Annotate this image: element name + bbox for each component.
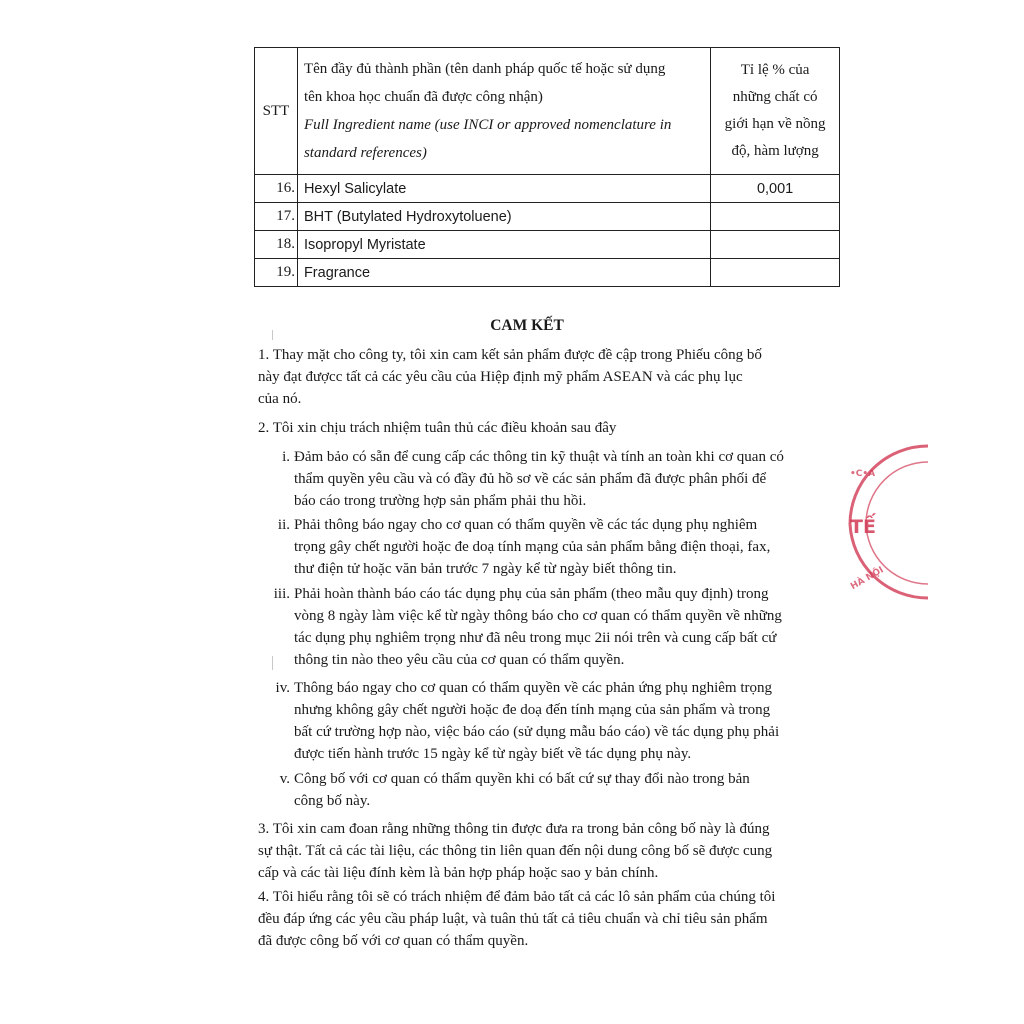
header-pct-line: những chất có xyxy=(732,89,818,105)
table-header-row xyxy=(255,48,840,175)
list-line: Đảm bảo có sẵn để cung cấp các thông tin kỹ thuật và tính an toàn khi cơ quan có xyxy=(294,449,784,465)
row-ingredient: Fragrance xyxy=(297,259,710,287)
row-ingredient: BHT (Butylated Hydroxytoluene) xyxy=(297,203,710,231)
list-line: Phải hoàn thành báo cáo tác dụng phụ của sản phẩm (theo mẫu quy định) trong xyxy=(294,586,769,602)
row-number: 17. xyxy=(255,203,298,231)
list-line: Thông báo ngay cho cơ quan có thẩm quyền về các phản ứng phụ nghiêm trọng xyxy=(294,680,773,696)
list-line: bất cứ trường hợp nào, việc báo cáo (sử dụng mẫu báo cáo) về tác dụng phụ phải xyxy=(294,724,780,740)
list-marker: v. xyxy=(279,771,290,787)
row-percentage xyxy=(711,231,840,259)
list-item xyxy=(264,446,824,516)
list-item-body xyxy=(294,583,782,671)
row-number: 18. xyxy=(255,231,298,259)
row-percentage: 0,001 xyxy=(711,175,840,203)
paragraph-line: 1. Thay mặt cho công ty, tôi xin cam kết sản phẩm được đề cập trong Phiếu công bố xyxy=(258,347,762,363)
list-line: Phải thông báo ngay cho cơ quan có thẩm quyền về các tác dụng phụ nghiêm xyxy=(294,517,758,533)
paragraph-line: của nó. xyxy=(258,391,302,407)
list-item-body xyxy=(294,677,779,765)
paragraph-3 xyxy=(258,818,838,884)
table-row xyxy=(255,203,840,231)
list-line: Công bố với cơ quan có thẩm quyền khi có bất cứ sự thay đổi nào trong bản xyxy=(294,771,750,787)
paragraph-line: sự thật. Tất cả các tài liệu, các thông tin liên quan đến nội dung công bố sẽ được cung xyxy=(258,843,773,859)
paragraph-line: cấp và các tài liệu đính kèm là bản hợp pháp hoặc sao y bản chính. xyxy=(258,865,659,881)
header-ingredient-name xyxy=(297,48,710,175)
header-name-line: tên khoa học chuẩn đã được công nhận) xyxy=(303,89,543,105)
header-pct-line: Tỉ lệ % của xyxy=(740,62,810,78)
header-name-en-line: standard references) xyxy=(303,145,427,161)
header-name-en-line: Full Ingredient name (use INCI or approved nomenclature in xyxy=(303,117,672,133)
list-item xyxy=(264,768,824,814)
row-ingredient: Isopropyl Myristate xyxy=(297,231,710,259)
header-stt: STT xyxy=(255,48,298,175)
list-line: thẩm quyền yêu cầu và có đầy đủ hồ sơ về các sản phẩm đã được phân phối để xyxy=(294,471,767,487)
list-line: nhưng không gây chết người hoặc đe doạ đến tính mạng của sản phẩm và trong xyxy=(294,702,771,718)
table-row xyxy=(255,175,840,203)
table-row xyxy=(255,259,840,287)
row-percentage xyxy=(711,259,840,287)
list-line: vòng 8 ngày làm việc kể từ ngày thông báo cho cơ quan có thẩm quyền về những xyxy=(294,608,782,624)
row-ingredient: Hexyl Salicylate xyxy=(297,175,710,203)
list-marker: iii. xyxy=(273,586,290,602)
paragraph-line: đều đáp ứng các yêu cầu pháp luật, và tuân thủ tất cả tiêu chuẩn và chỉ tiêu sản phẩm xyxy=(258,911,768,927)
list-line: thư điện tử hoặc văn bản trước 7 ngày kể từ ngày biết thông tin. xyxy=(294,561,677,577)
list-item xyxy=(264,583,824,675)
ingredient-table xyxy=(254,47,840,287)
list-item xyxy=(264,514,824,584)
paragraph-line: đã được công bố với cơ quan có thẩm quyền. xyxy=(258,933,529,949)
stamp-text: TẾ xyxy=(850,516,876,538)
paragraph-2 xyxy=(258,417,838,439)
list-line: trọng gây chết người hoặc đe doạ tính mạng của sản phẩm bằng điện thoại, fax, xyxy=(294,539,771,555)
header-pct-line: giới hạn về nồng xyxy=(724,116,826,132)
list-line: công bố này. xyxy=(294,793,371,809)
section-title: CAM KẾT xyxy=(490,317,564,334)
paragraph-line: 2. Tôi xin chịu trách nhiệm tuân thủ các điều khoản sau đây xyxy=(258,420,617,436)
scan-mark xyxy=(272,330,273,340)
header-pct-line: độ, hàm lượng xyxy=(731,143,819,159)
red-stamp-fragment xyxy=(838,440,928,600)
list-marker: ii. xyxy=(277,517,290,533)
list-line: tác dụng phụ nghiêm trọng như đã nêu trong mục 2ii nói trên và cung cấp bất cứ xyxy=(294,630,777,646)
paragraph-line: 3. Tôi xin cam đoan rằng những thông tin được đưa ra trong bản công bố này là đúng xyxy=(258,821,770,837)
list-marker: iv. xyxy=(275,680,290,696)
list-item-body xyxy=(294,446,784,512)
list-line: được tiến hành trước 15 ngày kể từ ngày biết về tác dụng phụ này. xyxy=(294,746,692,762)
list-item xyxy=(264,677,824,769)
paragraph-1 xyxy=(258,344,838,410)
list-item-body xyxy=(294,514,770,580)
row-percentage xyxy=(711,203,840,231)
header-percentage xyxy=(711,48,840,175)
stamp-text: HÀ NỘI xyxy=(849,565,886,593)
header-name-line: Tên đầy đủ thành phần (tên danh pháp quốc tế hoặc sử dụng xyxy=(303,61,666,77)
paragraph-4 xyxy=(258,886,838,952)
list-line: báo cáo trong trường hợp sản phẩm phải thu hồi. xyxy=(294,493,587,509)
row-number: 19. xyxy=(255,259,298,287)
list-item-body xyxy=(294,768,750,812)
svg-text:•C•A: •C•A xyxy=(850,469,876,479)
list-marker: i. xyxy=(282,449,290,465)
row-number: 16. xyxy=(255,175,298,203)
paragraph-line: 4. Tôi hiểu rằng tôi sẽ có trách nhiệm để đảm bảo tất cả các lô sản phẩm của chúng tôi xyxy=(258,889,776,905)
list-line: thông tin nào theo yêu cầu của cơ quan có thẩm quyền. xyxy=(294,652,625,668)
table-row xyxy=(255,231,840,259)
paragraph-line: này đạt đượcc tất cả các yêu cầu của Hiệp định mỹ phẩm ASEAN và các phụ lục xyxy=(258,369,743,385)
